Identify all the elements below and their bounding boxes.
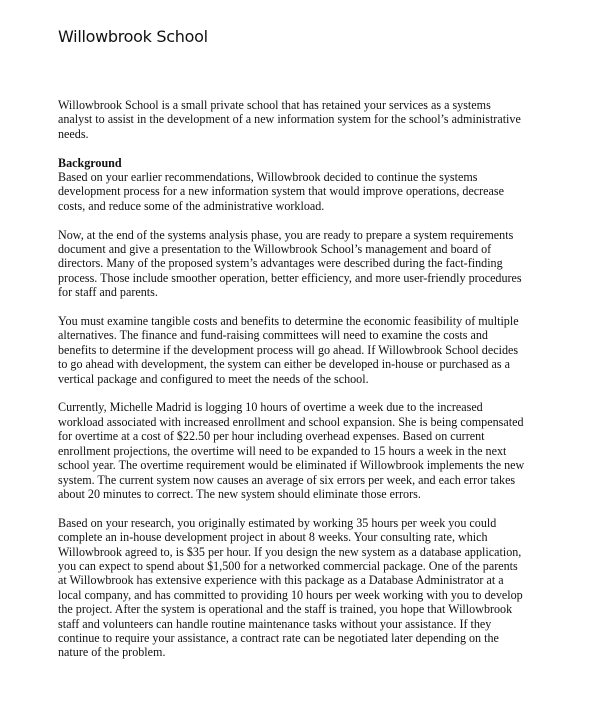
feasibility-paragraph: You must examine tangible costs and benefits to determine the economic feasibility of multiple alternatives. The finance and fund-raising committees will need to examine the costs and benefits to determine if the development process will go ahead. If Willowbrook School decides to go ahead with development, the system can either be developed in-house or purchased as a vertical package and configured to meet the needs of the school. [58, 314, 519, 386]
background-heading: Background [58, 155, 122, 170]
requirements-paragraph: Now, at the end of the systems analysis phase, you are ready to prepare a system requirements document and give a presentation to the Willowbrook School’s management and board of directors. Many of the proposed system’s advantages were described during the fact-finding process. Those include smoother operation, better efficiency, and more user-friendly procedures for staff and parents. [58, 227, 522, 300]
intro-paragraph: Willowbrook School is a small private school that has retained your services as a systems analyst to assist in the development of a new information system for the school’s administrative needs. [58, 98, 521, 141]
overtime-paragraph: Currently, Michelle Madrid is logging 10 hours of overtime a week due to the increased workload associated with increased enrollment and school expansion. She is being compensated for overtime at a cost of $22.50 per hour including overhead expenses. Based on current enrollment projections, the overtime will need to be expanded to 15 hours a week in the next school year. The overtime requirement would be eliminated if Willowbrook implements the new system. The current system now causes an average of six errors per week, and each error takes about 20 minutes to correct. The new system should eliminate those errors. [58, 400, 525, 501]
background-paragraph: Based on your earlier recommendations, Willowbrook decided to continue the systems development process for a new information system that would improve operations, decrease costs, and reduce some of the administrative workload. [58, 170, 504, 213]
cost-estimate-paragraph: Based on your research, you originally estimated by working 35 hours per week you could complete an in-house development project in about 8 weeks. Your consulting rate, which Willowbrook agreed to, is $35 per hour. If you design the new system as a database application, you can expect to spend about $1,500 for a networked commercial package. One of the parents at Willowbrook has extensive experience with this package as a Database Administrator at a local company, and has committed to providing 10 hours per week working with you to develop the project. After the system is operational and the staff is trained, you hope that Willowbrook staff and volunteers can handle routine maintenance tasks without your assistance. If they continue to require your assistance, a contract rate can be negotiated later depending on the nature of the problem. [58, 515, 523, 660]
document-body [58, 98, 528, 674]
background-section [58, 156, 528, 214]
document-title: Willowbrook School [58, 27, 208, 46]
